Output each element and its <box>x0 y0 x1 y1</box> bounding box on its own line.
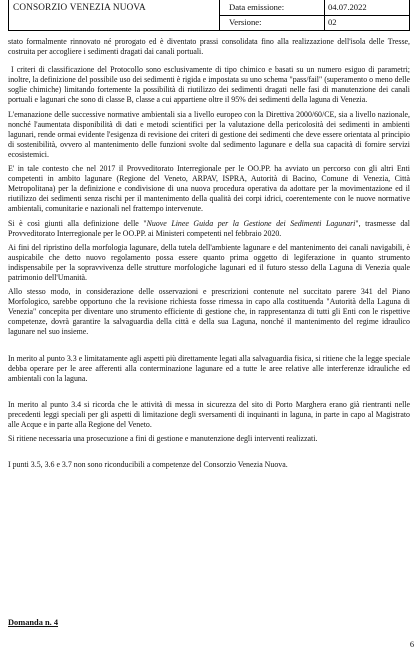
version-number: 02 <box>328 17 337 27</box>
paragraph-2: I criteri di classificazione del Protocollo sono esclusivamente di tipo chimico e basati su un numero esiguo di parametri; inoltre, la definizione del possibile uso dei sedimenti è rigida e impostata su uno schema "pass/fail" (superamento o meno delle soglie chimiche) limitando fortemente la possibilità di riutilizzo dei sedimenti dragati nelle fasi di manutenzione dei canali portuali e lagunari che sono di classe B, classe a cui appartiene oltre il 95% dei sedimenti della laguna di Venezia. <box>8 65 410 105</box>
paragraph-7: Allo stesso modo, in considerazione delle osservazioni e prescrizioni contenute nel succitato parere 341 del Piano Morfologico, sarebbe opportuno che la revisione richiesta fosse rimessa in capo alla costituenda "Autorità della Laguna di Venezia" concepita per diventare uno strumento efficiente di gestione che, in rappresentanza di tutti gli Enti con le rispettive competenze, dovrà garantire la salvaguardia della città e della sua Laguna, nonché il mantenimento del regime idraulico lagunare nel suo insieme. <box>8 287 410 337</box>
header-organization-cell <box>9 0 220 30</box>
paragraph-11: I punti 3.5, 3.6 e 3.7 non sono riconducibili a competenze del Consorzio Venezia Nuova. <box>8 460 288 470</box>
paragraph-5-tail: ", trasmesse dal Provveditorato Interregionale per le OO.PP. ai Ministeri competenti nel febbraio 2020. <box>8 218 410 238</box>
paragraph-1: stato formalmente rinnovato né prorogato ed è diventato prassi consolidata fino alla realizzazione dell'isola delle Tresse, costruita per accogliere i sedimenti dragati dai canali portuali. <box>8 37 410 57</box>
paragraph-6: Ai fini del ripristino della morfologia lagunare, della tutela dell'ambiente lagunare e del mantenimento dei canali navigabili, è auspicabile che detto nuovo regolamento possa essere quanto prima oggetto di legiferazione in quanto strumento indispensabile per la sopravvivenza delle strutture morfologiche lagunari ed il futuro stesso della Laguna di Venezia quale patrimonio dell'Umanità. <box>8 242 410 282</box>
paragraph-8: In merito al punto 3.3 e limitatamente agli aspetti più direttamente legati alla salvaguardia fisica, si ritiene che la legge speciale debba operare per le aree afferenti alla conterminazione lagunare ed a tutte le aree relative alle interferenze idrauliche ed ambientali con la laguna. <box>8 353 410 383</box>
paragraph-4: E' in tale contesto che nel 2017 il Provveditorato Interregionale per le OO.PP. ha avviato un percorso con gli altri Enti competenti in ambito lagunare (Regione del Veneto, ARPAV, ISPRA, Autorità di Bacino, Comune di Venezia, Città Metropolitana) per la definizione e condivisione di una nuova procedura operativa da adottare per la movimentazione ed il riutilizzo dei sedimenti senza rischi per il mantenimento della qualità dei corpi idrici, coerentemente con le nuove normative ambientali, comunitarie e nazionali nel frattempo intervenute. <box>8 164 410 214</box>
paragraph-3: L'emanazione delle successive normative ambientali sia a livello europeo con la Direttiva 2000/60/CE, sia a livello nazionale, nonché l'aumentata disponibilità di dati e metodi scientifici per la valutazione della pericolosità dei sedimenti in ambienti lagunari, rende ormai evidente l'esigenza di revisione dei criteri di gestione dei sedimenti che deve essere orientata al principio di sostenibilità, ovvero al mantenimento delle funzioni svolte dal sedimento lagunare e della sua capacità di fornire servizi ecosistemici. <box>8 109 410 159</box>
paragraph-10: Si ritiene necessaria una prosecuzione a fini di gestione e manutenzione degli interventi realizzati. <box>8 434 318 444</box>
organization-name: CONSORZIO VENEZIA NUOVA <box>13 2 146 12</box>
header-version-row <box>220 15 409 30</box>
emission-label: Data emissione: <box>229 2 285 12</box>
section-heading: Domanda n. 4 <box>8 618 59 627</box>
page-number: 6 <box>409 640 414 649</box>
header-emission-row <box>220 0 409 16</box>
paragraph-9: In merito al punto 3.4 si ricorda che le attività di messa in sicurezza del sito di Porto Marghera erano già rientranti nelle precedenti leggi speciali per gli aspetti di limitazione degli sversamenti di inquinanti in laguna, in parte in capo al Magistrato alle Acque e in parte alla Regione del Veneto. <box>8 399 410 429</box>
paragraph-5 <box>8 219 410 239</box>
document-header <box>8 0 410 31</box>
paragraph-5-lead: Si è così giunti alla definizione delle " <box>8 218 147 228</box>
emission-date: 04.07.2022 <box>328 2 367 12</box>
version-label: Versione: <box>229 17 262 27</box>
guidelines-title: Nuove Linee Guida per la Gestione dei Sedimenti Lagunari <box>146 218 356 228</box>
document-body <box>8 37 410 470</box>
